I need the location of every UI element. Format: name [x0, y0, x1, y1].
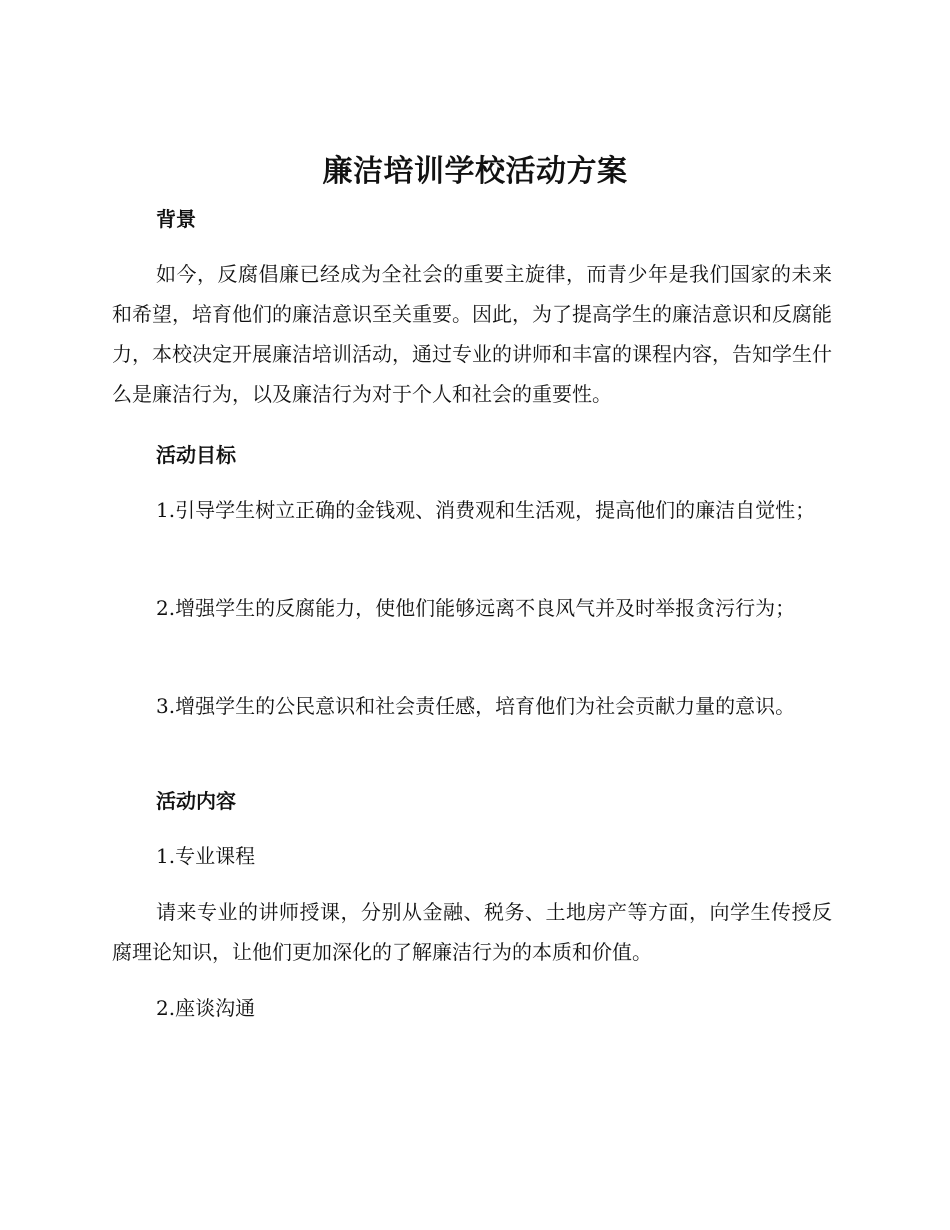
content-item-title: 2.座谈沟通: [156, 996, 256, 1020]
goal-item: 3.增强学生的公民意识和社会责任感，培育他们为社会贡献力量的意识。: [156, 694, 796, 718]
document-title: 廉洁培训学校活动方案: [322, 154, 628, 189]
content-item-text: 请来专业的讲师授课，分别从金融、税务、土地房产等方面，向学生传授反腐理论知识，让他们更加深化的了解廉洁行为的本质和价值。: [112, 900, 832, 964]
goal-item: 2.增强学生的反腐能力，使他们能够远离不良风气并及时举报贪污行为；: [156, 596, 796, 620]
section-heading-background: 背景: [156, 207, 196, 231]
section-heading-content: 活动内容: [156, 789, 236, 813]
section-heading-goals: 活动目标: [156, 443, 236, 467]
background-paragraph: 如今，反腐倡廉已经成为全社会的重要主旋律，而青少年是我们国家的未来和希望，培育他们的廉洁意识至关重要。因此，为了提高学生的廉洁意识和反腐能力，本校决定开展廉洁培训活动，通过专业的讲师和丰富的课程内容，告知学生什么是廉洁行为，以及廉洁行为对于个人和社会的重要性。: [112, 262, 832, 406]
content-item-title: 1.专业课程: [156, 844, 256, 868]
goal-item: 1.引导学生树立正确的金钱观、消费观和生活观，提高他们的廉洁自觉性；: [156, 498, 816, 522]
